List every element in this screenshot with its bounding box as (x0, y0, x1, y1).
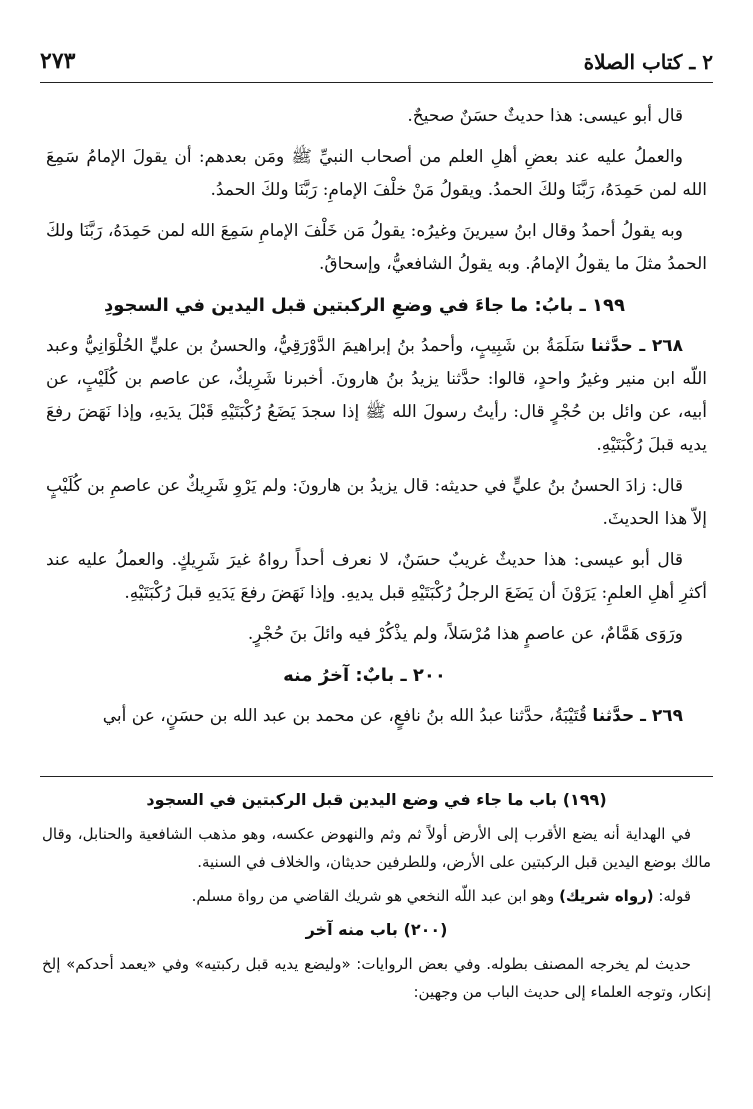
note-paragraph (42, 882, 711, 910)
commentary (42, 786, 711, 1012)
running-header (40, 46, 713, 83)
paragraph: والعملُ عليه عند بعضِ أهلِ العلم من أصحاب النبيِّ ﷺ ومَن بعدهم: أن يقولَ الإمامُ سَمِعَ الله لمن حَمِدَهُ، رَبَّنَا ولكَ الحمدُ. ويقولُ مَنْ خلْفَ الإمامِ: رَبَّنَا ولكَ الحمدُ. (46, 147, 707, 200)
chapter-heading-199: ١٩٩ ـ بابُ: ما جاءَ في وضعِ الركبتين قبل اليدين في السجودِ (104, 295, 625, 316)
paragraph: قال: زادَ الحسنُ بنُ عليٍّ في حديثه: قال يزيدُ بن هارونَ: ولم يَرْوِ شَرِيكٌ عن عاصمِ بن كُلَيْبٍ إلاّ هذا الحديثَ. (46, 476, 707, 529)
paragraph: قال أبو عيسى: هذا حديثٌ غريبٌ حسَنٌ، لا نعرف أحداً رواهُ غيرَ شَرِيكٍ. والعملُ عليه عند أكثرِ أهلِ العلمِ: يَرَوْنَ أن يَضَعَ الرجلُ رُكْبَتَيْهِ قبل يديهِ. وإذا نَهَضَ رفعَ يَدَيهِ قبلَ رُكْبَتَيْهِ. (46, 550, 707, 603)
note-paragraph: في الهداية أنه يضع الأقرب إلى الأرض أولاً ثم وثم والنهوض عكسه، وهو مذهب الشافعية والحنابل، وقال مالك بوضع اليدين قبل الركبتين على الأرض، وللطرفين حديثان، والخلاف في السنية. (42, 825, 711, 871)
note-quote: (رواه شريك) (559, 887, 654, 905)
note-heading-199: (١٩٩) باب ما جاء في وضع اليدين قبل الركبتين في السجود (146, 790, 607, 809)
hadith-text: قُتَيْبَةُ، حدَّثنا عبدُ الله بنُ نافعٍ، عن محمد بن عبد الله بن حسَنٍ، عن أبي (102, 706, 588, 726)
footnote-divider (40, 776, 713, 777)
note-paragraph: حديث لم يخرجه المصنف بطوله. وفي بعض الروايات: «وليضع يديه قبل ركبتيه» وفي «يعمد أحدكم» إلخ إنكار، وتوجه العلماء إلى حديث الباب من وجهين: (42, 955, 711, 1001)
hadith-268 (46, 330, 707, 462)
page-number: ٢٧٣ (40, 48, 76, 74)
chapter-title: ٢ ـ كتاب الصلاة (583, 50, 713, 74)
hadith-269 (46, 700, 707, 733)
note-heading-200: (٢٠٠) باب منه آخر (305, 920, 448, 939)
hadith-number: ٢٦٨ ـ حدَّثنا (590, 336, 683, 356)
paragraph: قال أبو عيسى: هذا حديثٌ حسَنٌ صحيحٌ. (407, 106, 683, 126)
paragraph: ورَوَى هَمَّامٌ، عن عاصمٍ هذا مُرْسَلاً، ولم يذْكُرْ فيه وائلَ بنَ حُجْرٍ. (247, 624, 683, 644)
note-text: وهو ابن عبد اللّه النخعي هو شريك القاضي من رواة مسلم. (191, 887, 560, 905)
chapter-heading-200: ٢٠٠ ـ بابٌ: آخرُ منه (283, 665, 446, 686)
paragraph: وبه يقولُ أحمدُ وقال ابنُ سيرينَ وغيرُه: يقولُ مَن خَلْفَ الإمامِ سَمِعَ الله لمن حَمِدَهُ، رَبَّنَا ولكَ الحمدُ مثلَ ما يقولُ الإمامُ. وبه يقولُ الشافعيُّ، وإسحاقُ. (46, 221, 707, 274)
note-lead: قوله: (653, 887, 691, 905)
hadith-text: سَلَمَةُ بن شَبِيبٍ، وأحمدُ بنُ إبراهيمَ الدَّوْرَقِيُّ، والحسنُ بن عليٍّ الحُلْوَانِيُّ وعبد اللّه ابن منير وغيرُ واحدٍ، قالوا: حدَّثنا يزيدُ بنُ هارونَ. أخبرنا شَرِيكٌ، عن عاصم بن كُلَيْبٍ، عن أبيه، عن وائل بن حُجْرٍ قال: رأيتُ رسولَ الله ﷺ إذا سجدَ يَضَعُ رُكْبَتَيْهِ قَبْلَ يدَيهِ، وإذا نَهَضَ رفعَ يديه قبلَ رُكْبَتَيْهِ. (46, 336, 707, 455)
main-text (46, 100, 707, 741)
hadith-number: ٢٦٩ ـ حدَّثنا (592, 706, 683, 726)
